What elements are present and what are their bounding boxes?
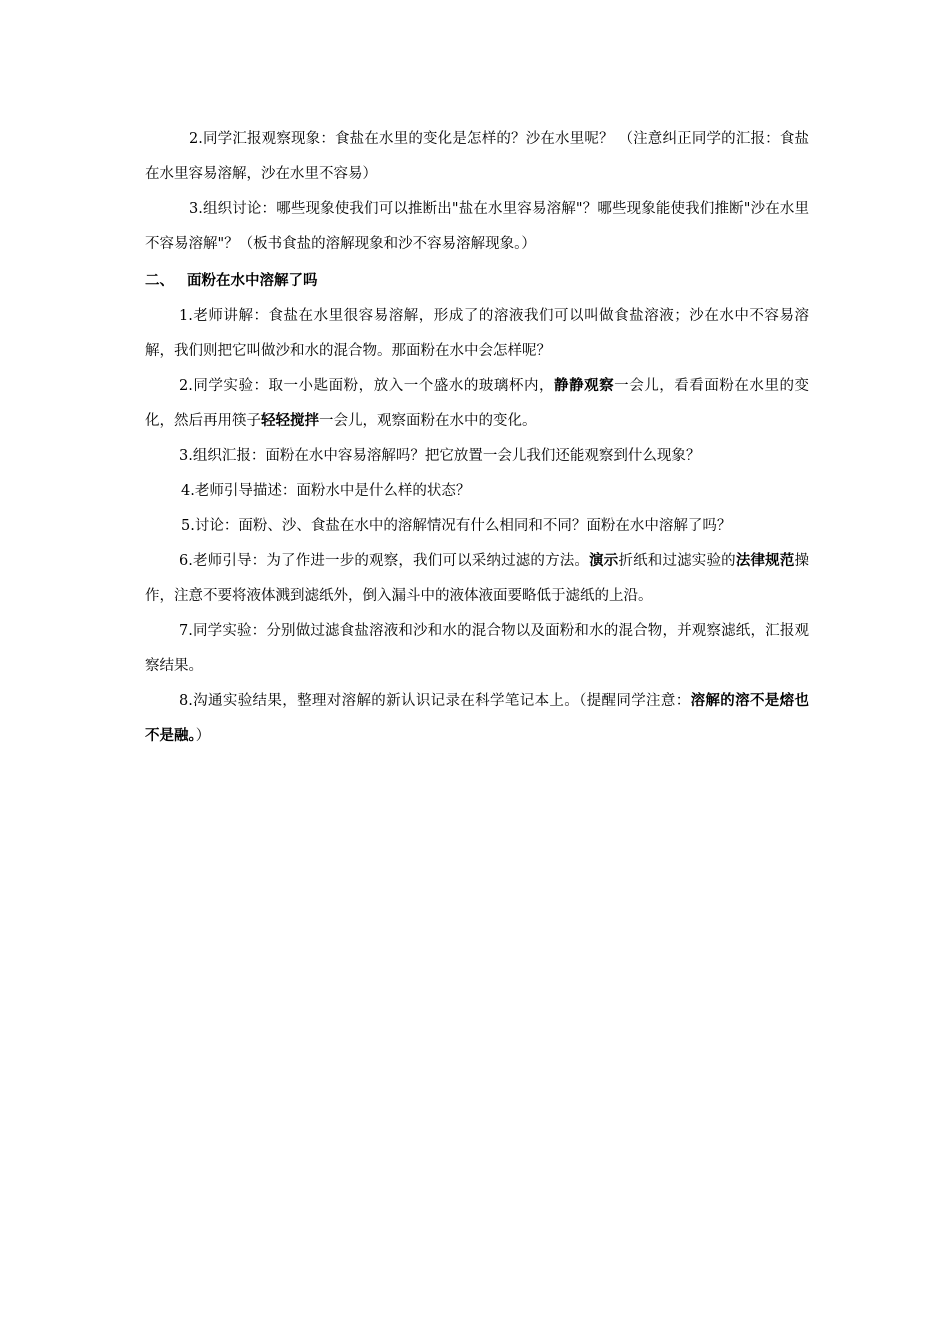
paragraph-report-observation: 2.同学汇报观察现象：食盐在水里的变化是怎样的？沙在水里呢？ （注意纠正同学的汇报：食盐在水里容易溶解，沙在水里不容易） bbox=[145, 131, 809, 182]
text-run: 折纸和过滤实验的 bbox=[618, 553, 736, 569]
text-run: 一会儿，观察面粉在水中的变化。 bbox=[319, 413, 537, 429]
document-body bbox=[145, 122, 809, 754]
text-run: 2.同学实验：取一小匙面粉，放入一个盛水的玻璃杯内， bbox=[179, 378, 555, 394]
emphasis-text: 静静观察 bbox=[554, 378, 615, 394]
list-item-teacher-explain: 1.老师讲解：食盐在水里很容易溶解，形成了的溶液我们可以叫做食盐溶液；沙在水中不容易溶解，我们则把它叫做沙和水的混合物。那面粉在水中会怎样呢？ bbox=[145, 308, 809, 359]
section-title: 面粉在水中溶解了吗 bbox=[187, 273, 318, 289]
emphasis-text: 法律规范 bbox=[735, 553, 795, 569]
paragraph-discussion: 3.组织讨论：哪些现象使我们可以推断出"盐在水里容易溶解"？哪些现象能使我们推断"沙在水里不容易溶解"？（板书食盐的溶解现象和沙不容易溶解现象。） bbox=[145, 201, 809, 252]
list-item-discussion: 5.讨论：面粉、沙、食盐在水中的溶解情况有什么相同和不同？面粉在水中溶解了吗？ bbox=[181, 518, 732, 534]
emphasis-text: 轻轻搅拌 bbox=[261, 413, 319, 429]
text-run: 8.沟通实验结果，整理对溶解的新认识记录在科学笔记本上。（提醒同学注意： bbox=[179, 693, 691, 709]
section-number: 二、 bbox=[145, 273, 174, 289]
text-run: ） bbox=[195, 728, 211, 744]
list-item-teacher-guide-describe: 4.老师引导描述：面粉水中是什么样的状态？ bbox=[181, 483, 471, 499]
list-item-filtration-experiment: 7.同学实验：分别做过滤食盐溶液和沙和水的混合物以及面粉和水的混合物，并观察滤纸，汇报观察结果。 bbox=[145, 623, 809, 674]
emphasis-text: 演示 bbox=[589, 553, 619, 569]
list-item-filtration-demo bbox=[145, 544, 809, 614]
list-item-communicate-results bbox=[145, 684, 809, 754]
section-heading bbox=[145, 264, 809, 299]
list-item-student-experiment bbox=[145, 369, 809, 439]
text-run: 6.老师引导：为了作进一步的观察，我们可以采纳过滤的方法。 bbox=[179, 553, 590, 569]
text-run: 操作，注意不要将液体溅到滤纸外，倒入漏斗中的液体液面要略低于滤纸的上沿。 bbox=[145, 553, 810, 604]
text-run: 一会儿，看看面粉在水里的变化，然后再用筷子 bbox=[145, 378, 810, 429]
emphasis-text: 溶解的溶不是熔也不是融。 bbox=[145, 693, 809, 744]
list-item-organize-report: 3.组织汇报：面粉在水中容易溶解吗？把它放置一会儿我们还能观察到什么现象？ bbox=[179, 448, 701, 464]
